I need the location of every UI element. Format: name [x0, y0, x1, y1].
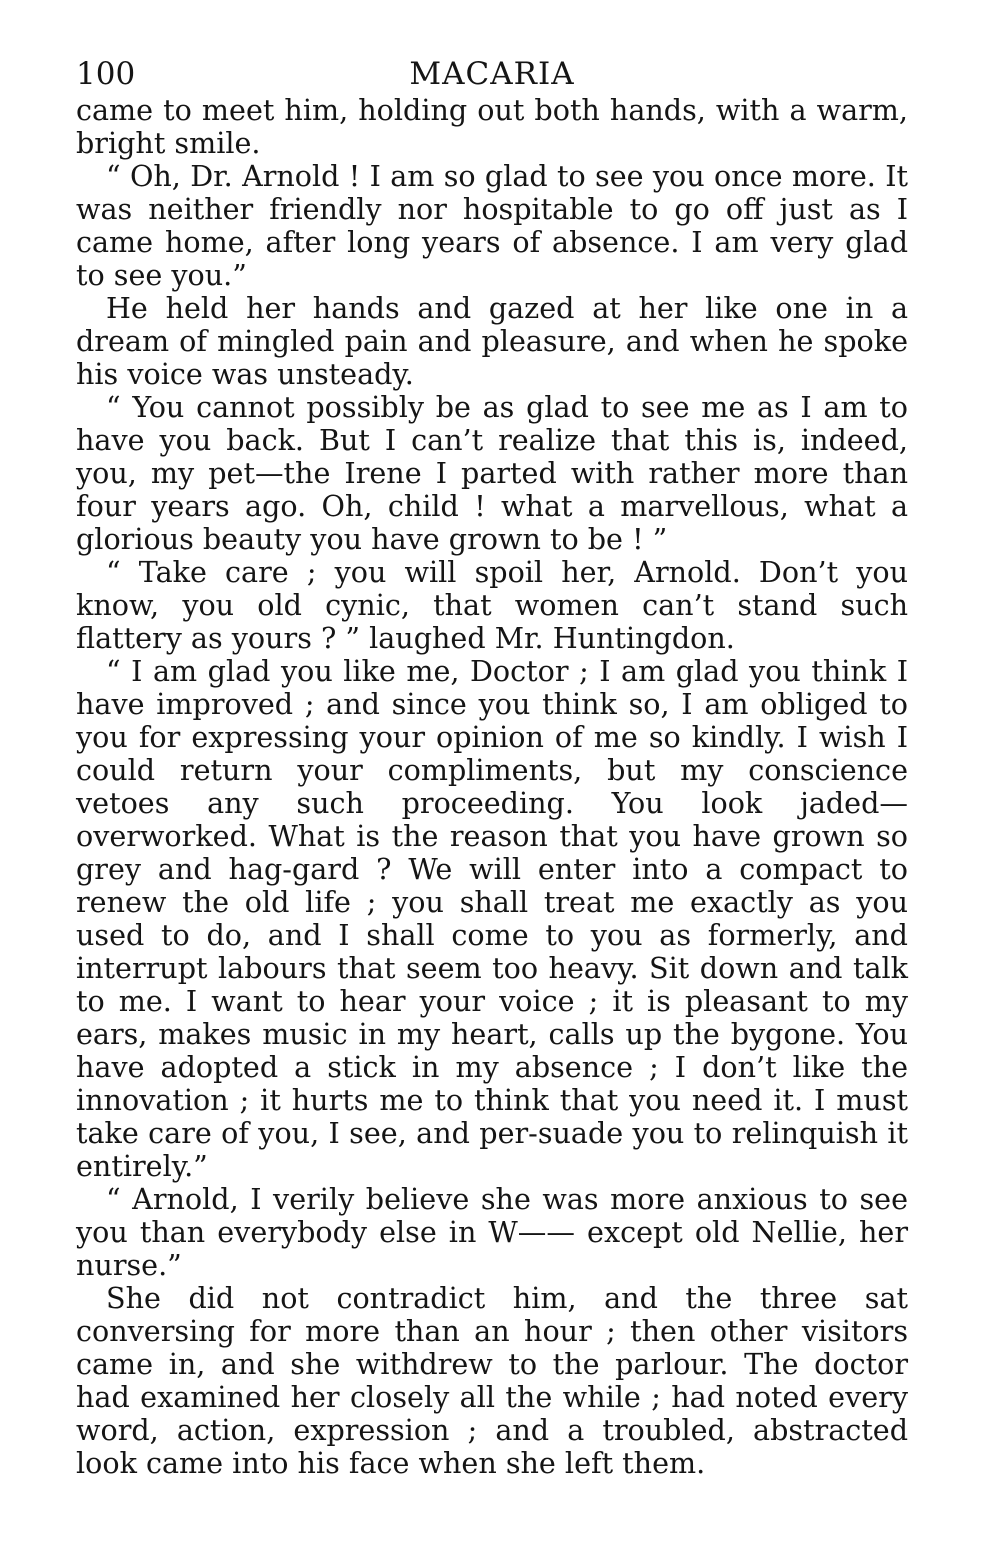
paragraph: “ Oh, Dr. Arnold ! I am so glad to see you once more. It was neither friendly nor hospitable to go off just as I came home, after long years of absence. I am very glad to see you.”	[76, 159, 908, 292]
running-head	[76, 56, 908, 92]
paragraph: He held her hands and gazed at her like one in a dream of mingled pain and pleasure, and when he spoke his voice was unsteady.	[76, 291, 908, 391]
paragraph: “ Arnold, I verily believe she was more anxious to see you than everybody else in W—— except old Nellie, her nurse.”	[76, 1182, 908, 1282]
paragraph: “ Take care ; you will spoil her, Arnold. Don’t you know, you old cynic, that women can’t stand such flattery as yours ? ” laughed Mr. Huntingdon.	[76, 555, 908, 655]
page-number: 100	[76, 56, 136, 92]
book-page	[76, 56, 908, 1480]
paragraph: “ You cannot possibly be as glad to see me as I am to have you back. But I can’t realize that this is, indeed, you, my pet—the Irene I parted with rather more than four years ago. Oh, child ! what a marvellous, what a glorious beauty you have grown to be ! ”	[76, 390, 908, 556]
text-body	[76, 94, 908, 1480]
running-title: MACARIA	[409, 56, 575, 92]
paragraph: “ I am glad you like me, Doctor ; I am glad you think I have improved ; and since you think so, I am obliged to you for expressing your opinion of me so kindly. I wish I could return your compliments, but my conscience vetoes any such proceeding. You look jaded—overworked. What is the reason that you have grown so grey and hag-gard ? We will enter into a compact to renew the old life ; you shall treat me exactly as you used to do, and I shall come to you as formerly, and interrupt labours that seem too heavy. Sit down and talk to me. I want to hear your voice ; it is pleasant to my ears, makes music in my heart, calls up the bygone. You have adopted a stick in my absence ; I don’t like the innovation ; it hurts me to think that you need it. I must take care of you, I see, and per-suade you to relinquish it entirely.”	[76, 654, 908, 1183]
paragraph: She did not contradict him, and the three sat conversing for more than an hour ; then other visitors came in, and she withdrew to the parlour. The doctor had examined her closely all the while ; had noted every word, action, expression ; and a troubled, abstracted look came into his face when she left them.	[76, 1281, 908, 1480]
paragraph: came to meet him, holding out both hands, with a warm, bright smile.	[76, 93, 908, 160]
